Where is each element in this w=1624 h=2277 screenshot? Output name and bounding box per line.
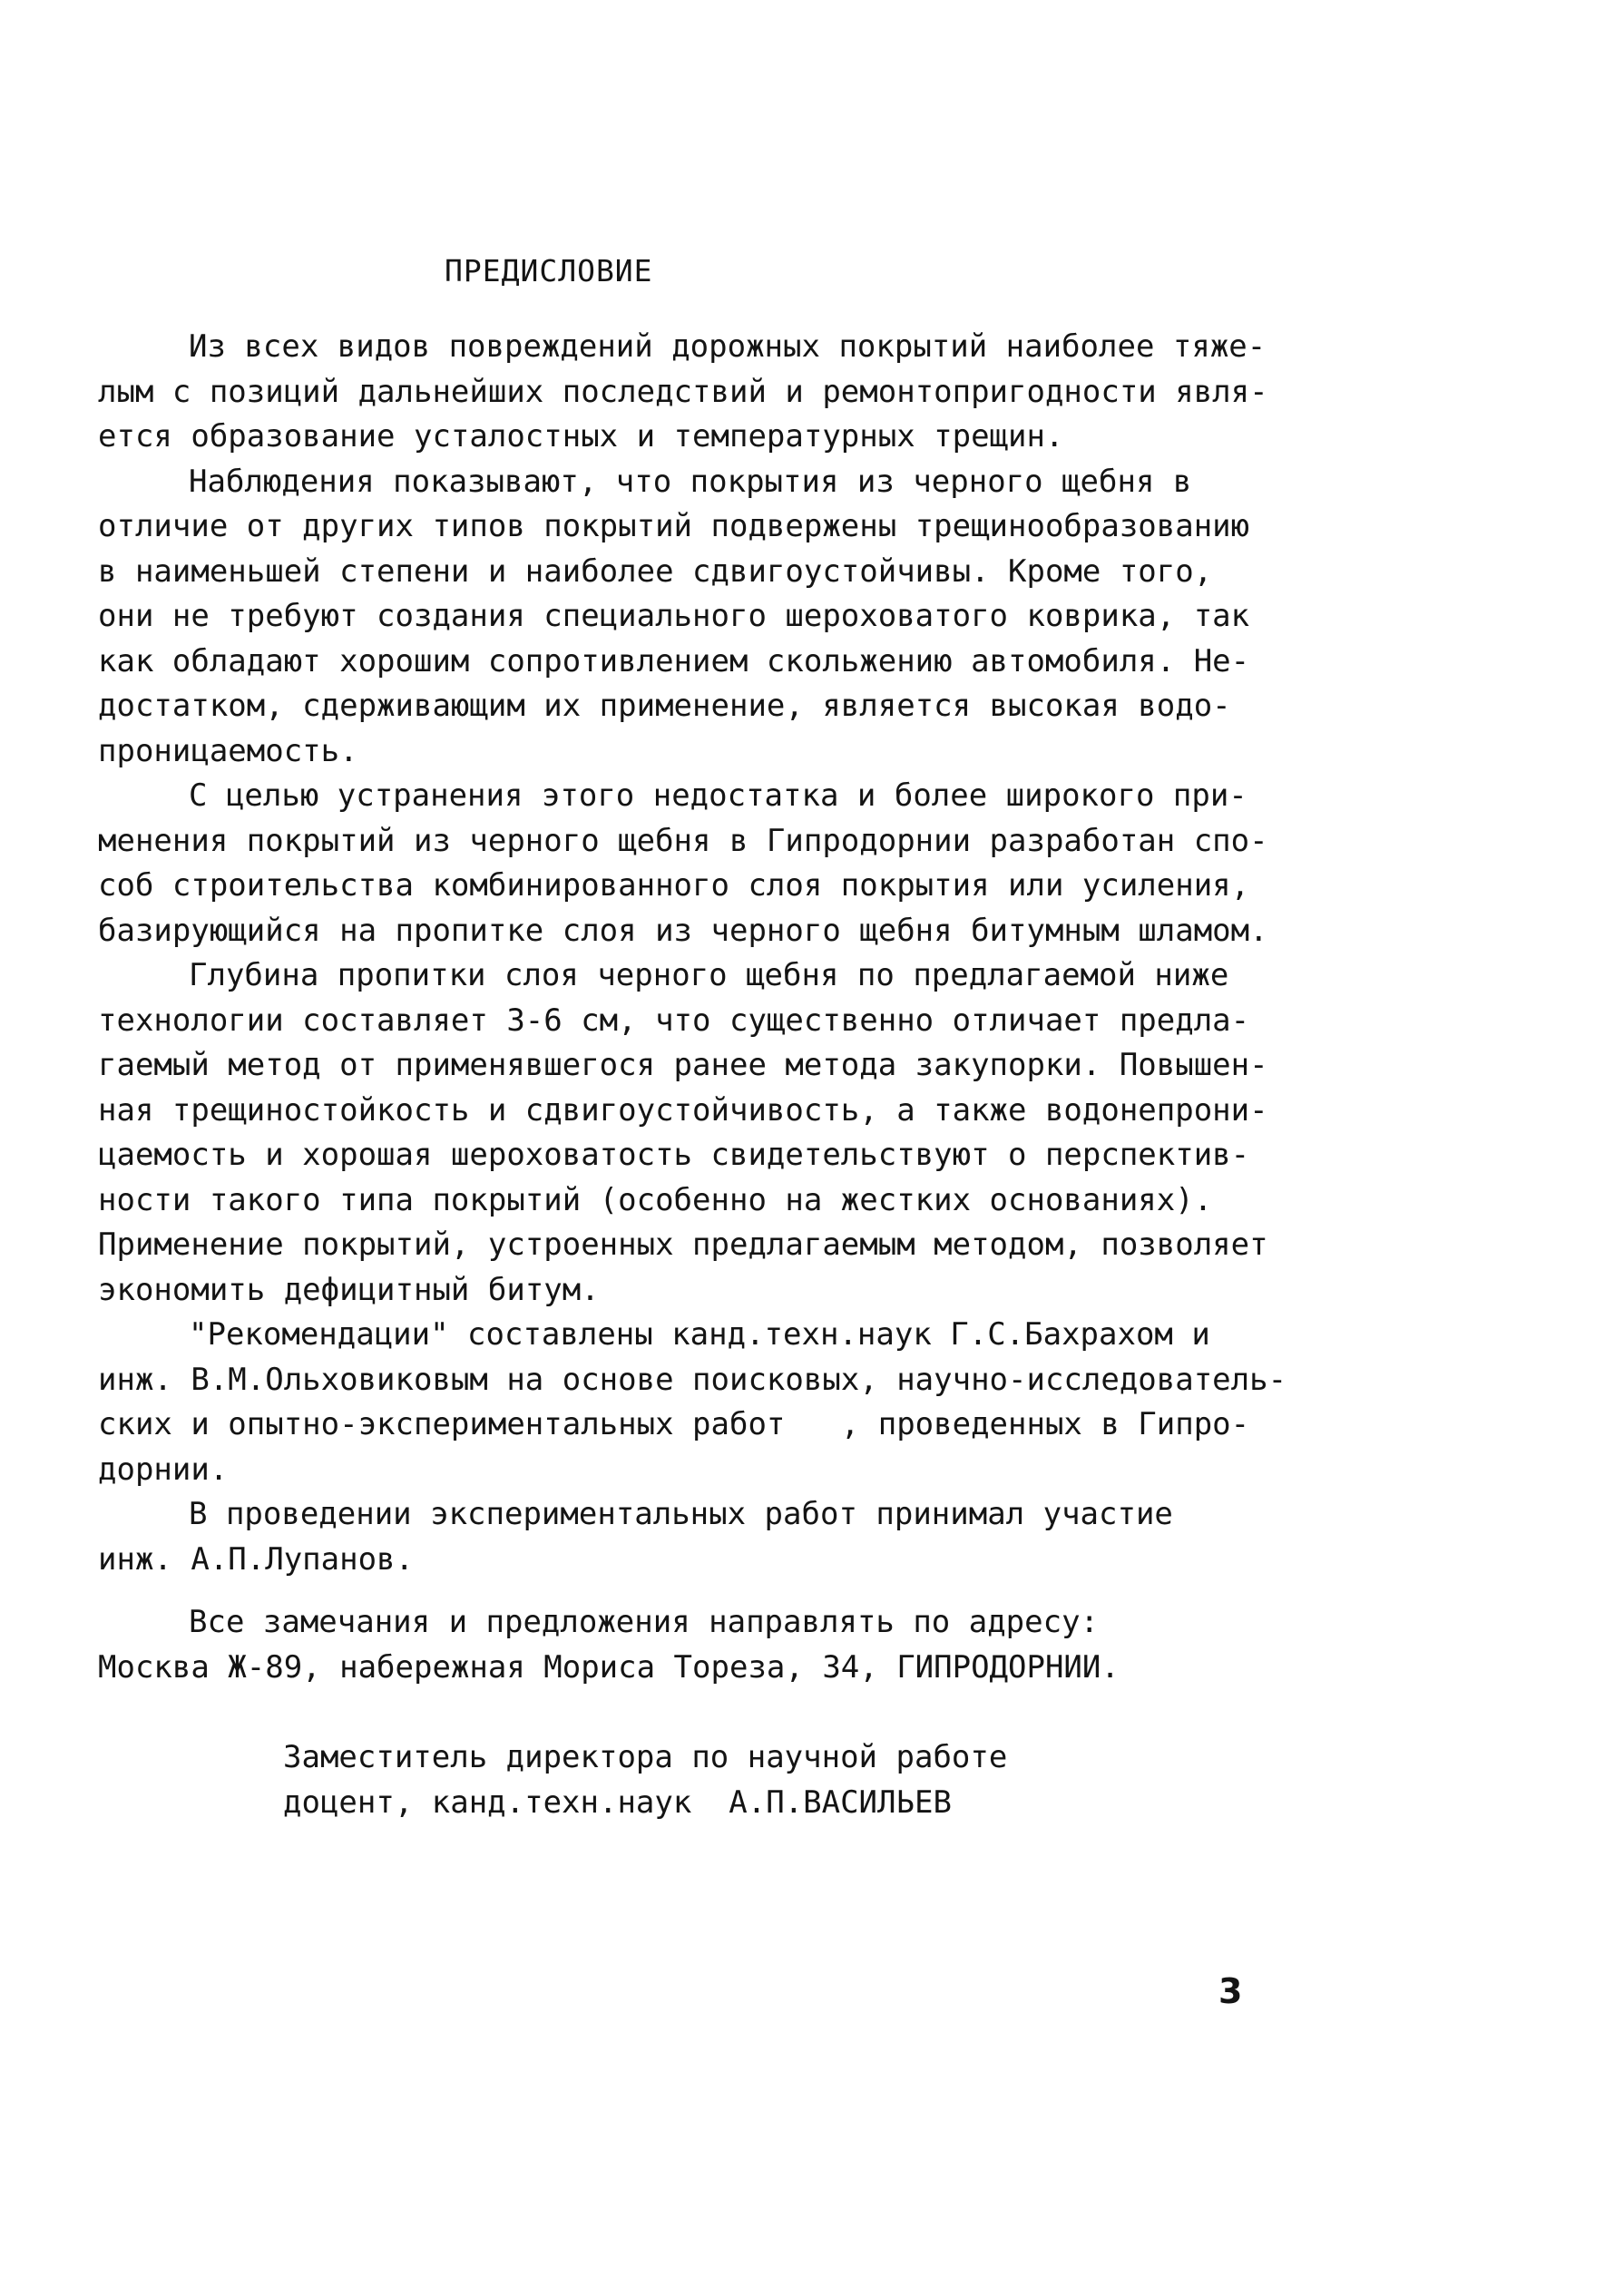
text-line: технологии составляет 3-6 см, что существенно отличает предла- [98, 1002, 1250, 1039]
text-line: они не требуют создания специального шероховатого коврика, так [98, 598, 1250, 634]
text-line: достатком, сдерживающим их применение, является высокая водо- [98, 688, 1231, 724]
page-number: 3 [1218, 1971, 1243, 2011]
text-line: инж. В.М.Ольховиковым на основе поисковых, научно-исследователь- [98, 1361, 1287, 1398]
paragraph-address [98, 1600, 1305, 1690]
text-line: Применение покрытий, устроенных предлагаемым методом, позволяет [98, 1226, 1268, 1263]
text-line: дорнии. [98, 1451, 229, 1488]
text-line: лым с позиций дальнейших последствий и ремонтопригодности явля- [98, 373, 1268, 410]
text-line: как обладают хорошим сопротивлением скольжению автомобиля. Не- [98, 642, 1250, 679]
text-line: гаемый метод от применявшегося ранее метода закупорки. Повышен- [98, 1047, 1268, 1083]
signature-name: доцент, канд.техн.наук А.П.ВАСИЛЬЕВ [283, 1783, 952, 1821]
text-line: Москва Ж-89, набережная Мориса Тореза, 34, ГИПРОДОРНИИ. [98, 1648, 1120, 1686]
text-line: ских и опытно-экспериментальных работ , проведенных в Гипро- [98, 1406, 1250, 1442]
text-line: инж. А.П.Лупанов. [98, 1540, 414, 1578]
signature-position: Заместитель директора по научной работе [283, 1739, 1008, 1775]
text-line: С целью устранения этого недостатка и более широкого при- [189, 777, 1247, 814]
paragraph [98, 1492, 1305, 1582]
paragraph [98, 1313, 1305, 1492]
text-line: проницаемость. [98, 732, 358, 769]
text-line: соб строительства комбинированного слоя покрытия или усиления, [98, 867, 1250, 904]
text-line: базирующийся на пропитке слоя из черного щебня битумным шламом. [98, 912, 1268, 949]
text-line: Все замечания и предложения направлять по адресу: [189, 1604, 1100, 1640]
paragraph [98, 460, 1305, 775]
document-body [98, 325, 1305, 1690]
paragraph [98, 774, 1305, 953]
text-line: менения покрытий из черного щебня в Гипродорнии разработан спо- [98, 822, 1268, 859]
paragraph [98, 953, 1305, 1313]
text-line: цаемость и хорошая шероховатость свидетельствуют о перспектив- [98, 1137, 1250, 1173]
text-line: ется образование усталостных и температурных трещин. [98, 418, 1064, 454]
document-title: ПРЕДИСЛОВИЕ [445, 253, 653, 288]
signature-block [283, 1735, 1007, 1825]
text-line: отличие от других типов покрытий подвержены трещинообразованию [98, 508, 1250, 544]
text-line: Наблюдения показывают, что покрытия из черного щебня в [189, 463, 1192, 500]
text-line: в наименьшей степени и наиболее сдвигоустойчивы. Кроме того, [98, 552, 1213, 590]
text-line: В проведении экспериментальных работ принимал участие [189, 1496, 1173, 1532]
text-line: "Рекомендации" составлены канд.техн.наук Г.С.Бахрахом и [189, 1316, 1210, 1353]
text-line: Глубина пропитки слоя черного щебня по предлагаемой ниже [189, 957, 1229, 993]
text-line: экономить дефицитный битум. [98, 1271, 600, 1308]
paragraph [98, 325, 1305, 460]
text-line: ная трещиностойкость и сдвигоустойчивость, а также водонепрони- [98, 1091, 1268, 1129]
text-line: ности такого типа покрытий (особенно на жестких основаниях). [98, 1181, 1213, 1218]
text-line: Из всех видов повреждений дорожных покрытий наиболее тяже- [189, 328, 1267, 365]
